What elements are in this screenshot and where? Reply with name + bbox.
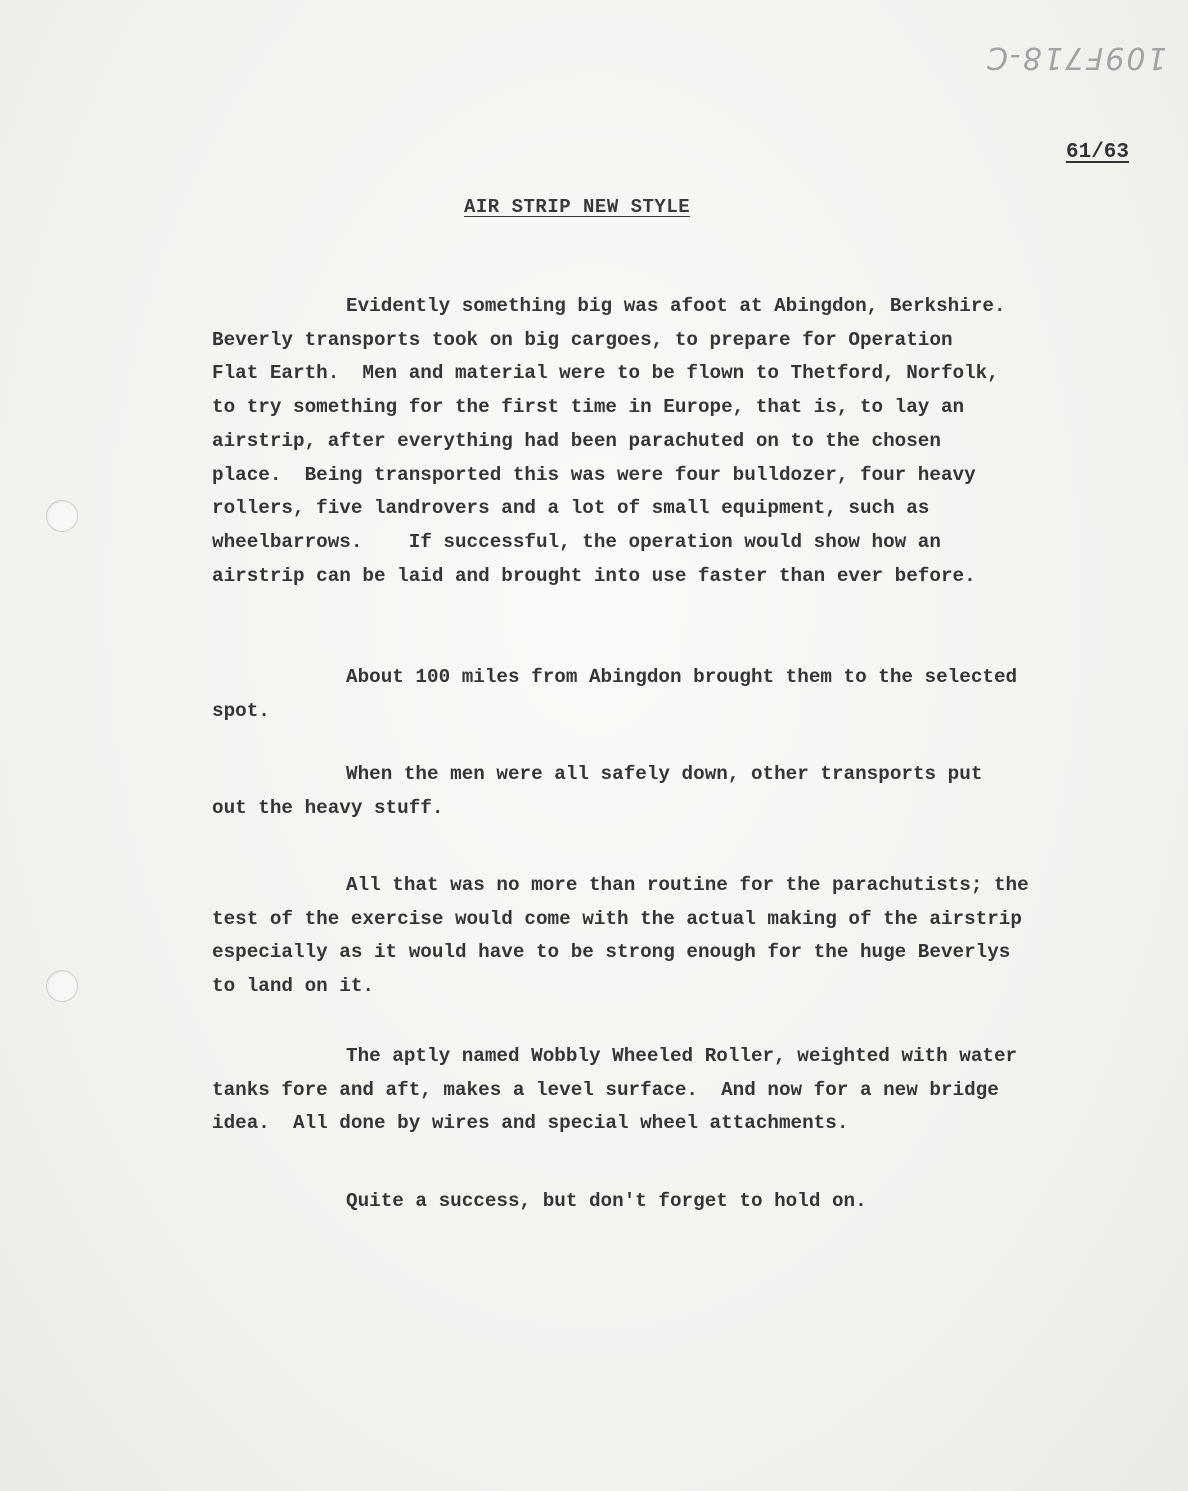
text-line: Beverly transports took on big cargoes, to prepare for Operation xyxy=(212,328,953,351)
punch-hole-upper xyxy=(46,500,78,532)
text-line: Evidently something big was afoot at Abingdon, Berkshire. xyxy=(346,295,1006,317)
text-line: idea. All done by wires and special wheel attachments. xyxy=(212,1112,849,1135)
text-line: The aptly named Wobbly Wheeled Roller, weighted with water xyxy=(346,1045,1018,1067)
paragraph-2 xyxy=(212,661,1092,728)
text-line: Quite a success, but don't forget to hold on. xyxy=(346,1190,867,1212)
text-line: to try something for the first time in Europe, that is, to lay an xyxy=(212,396,965,419)
text-line: When the men were all safely down, other transports put xyxy=(346,763,983,785)
text-line: All that was no more than routine for the parachutists; the xyxy=(346,874,1029,896)
text-line: airstrip, after everything had been parachuted on to the chosen xyxy=(212,429,941,452)
punch-hole-lower xyxy=(46,970,78,1002)
text-line: airstrip can be laid and brought into use faster than ever before. xyxy=(212,564,976,587)
text-line: test of the exercise would come with the actual making of the airstrip xyxy=(212,907,1022,930)
paragraph-4 xyxy=(212,869,1092,1004)
text-line: out the heavy stuff. xyxy=(212,796,444,819)
text-line: rollers, five landrovers and a lot of small equipment, such as xyxy=(212,497,930,520)
text-line: Flat Earth. Men and material were to be flown to Thetford, Norfolk, xyxy=(212,362,999,385)
paragraph-6 xyxy=(212,1185,1092,1219)
text-line: spot. xyxy=(212,699,270,722)
text-line: tanks fore and aft, makes a level surface. And now for a new bridge xyxy=(212,1078,999,1101)
text-line: especially as it would have to be strong enough for the huge Beverlys xyxy=(212,941,1011,964)
text-line: place. Being transported this was were four bulldozer, four heavy xyxy=(212,463,976,486)
text-line: to land on it. xyxy=(212,975,374,998)
text-line: About 100 miles from Abingdon brought them to the selected xyxy=(346,666,1018,688)
document-title: AIR STRIP NEW STYLE xyxy=(464,196,691,218)
paragraph-5 xyxy=(212,1040,1092,1141)
paragraph-3 xyxy=(212,758,1092,825)
handwritten-reference: 109F718-C xyxy=(985,40,1167,75)
paragraph-1 xyxy=(212,290,1092,593)
page-number: 61/63 xyxy=(1066,141,1130,164)
text-line: wheelbarrows. If successful, the operation would show how an xyxy=(212,530,941,553)
